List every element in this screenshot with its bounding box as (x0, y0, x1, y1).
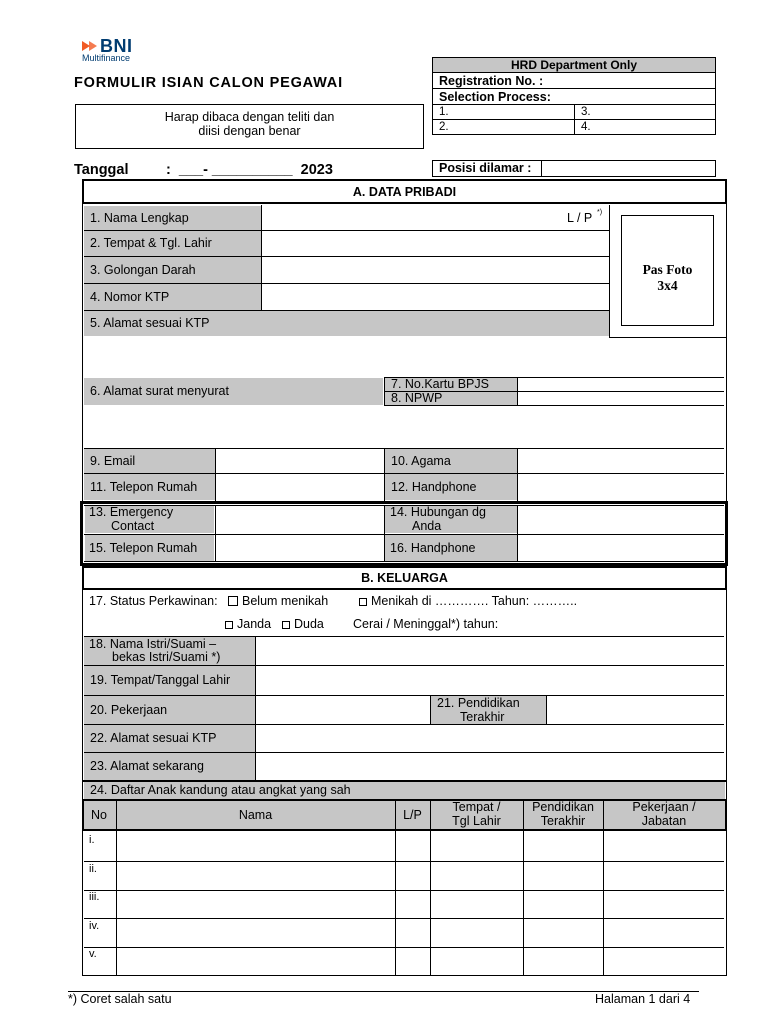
section-b-header: B. KELUARGA (82, 566, 727, 590)
notice-box (75, 104, 424, 149)
label-npwp: 8. NPWP (385, 392, 517, 405)
hrd-selection (432, 88, 716, 105)
pendidikan-line-1: 21. Pendidikan (437, 696, 520, 710)
input-handphone-2[interactable] (518, 535, 723, 561)
bni-logo-mark-icon (80, 39, 100, 53)
gender-lp-mark: *) (597, 209, 603, 216)
input-nama-lengkap[interactable] (262, 206, 609, 230)
tanggal-label: Tanggal (74, 162, 129, 178)
input-email[interactable] (216, 449, 383, 473)
hrd-step-grid (432, 104, 716, 135)
col-ttl (430, 801, 523, 828)
input-alamat-ktp[interactable] (84, 337, 725, 377)
label-daftar-anak: 24. Daftar Anak kandung atau angkat yang sah (84, 782, 725, 799)
hrd-step-4: 4. (581, 121, 591, 133)
posisi-input[interactable] (543, 161, 715, 176)
label-alamat-ktp: 5. Alamat sesuai KTP (84, 311, 609, 336)
label-alamat-sekarang: 23. Alamat sekarang (84, 753, 255, 780)
col-lp: L/P (403, 808, 422, 822)
emergency-line-2: Contact (111, 519, 155, 533)
label-handphone: 12. Handphone (385, 474, 517, 500)
posisi-box (432, 160, 716, 177)
tanggal-value[interactable]: : ___- __________ 2023 (166, 162, 333, 178)
input-hubungan[interactable] (518, 506, 723, 534)
label-emergency-contact (85, 506, 214, 533)
input-ttl-pasangan[interactable] (256, 666, 724, 695)
section-a-header: A. DATA PRIBADI (82, 179, 727, 204)
input-agama[interactable] (518, 449, 724, 473)
checkbox-icon (359, 598, 367, 606)
hrd-box (432, 57, 716, 135)
hubungan-line-1: 14. Hubungan dg (390, 505, 486, 519)
label-alamat-ktp-pasangan: 22. Alamat sesuai KTP (84, 725, 255, 752)
col-pend-line-2: Terakhir (540, 813, 586, 828)
option-janda[interactable] (225, 617, 271, 631)
checkbox-icon (228, 596, 238, 606)
emergency-line-1: 13. Emergency (89, 505, 174, 519)
logo-sub: Multifinance (82, 53, 131, 63)
table-row-3[interactable]: iii. (89, 891, 100, 903)
input-telepon-rumah-2[interactable] (216, 535, 383, 561)
option-belum-label: Belum menikah (242, 594, 329, 608)
input-npwp[interactable] (518, 392, 724, 405)
hrd-selection-label: Selection Process: (439, 90, 551, 104)
label-nama-lengkap: 1. Nama Lengkap (84, 206, 261, 230)
status-label: 17. Status Perkawinan: (89, 594, 218, 608)
label-pekerjaan: 20. Pekerjaan (84, 696, 255, 724)
option-menikah-label: Menikah di …………. Tahun: ……….. (371, 594, 578, 608)
hrd-header: HRD Department Only (432, 57, 716, 73)
notice-line-2: diisi dengan benar (198, 124, 301, 138)
col-ttl-line-2: Tgl Lahir (452, 813, 501, 828)
option-cerai[interactable]: Cerai / Meninggal*) tahun: (353, 617, 499, 631)
input-tempat-tgl-lahir[interactable] (262, 231, 609, 256)
col-kerja-line-1: Pekerjaan / (632, 800, 696, 814)
label-bpjs: 7. No.Kartu BPJS (385, 378, 517, 391)
form-title: FORMULIR ISIAN CALON PEGAWAI (74, 75, 343, 91)
table-row-4[interactable]: iv. (89, 920, 100, 932)
hubungan-line-2: Anda (412, 519, 442, 533)
label-email: 9. Email (84, 449, 215, 473)
input-pekerjaan[interactable] (256, 696, 430, 724)
label-pendidikan (431, 696, 546, 724)
photo-label-2: 3x4 (657, 278, 678, 293)
input-alamat-surat[interactable] (84, 406, 725, 448)
label-hubungan (385, 506, 517, 533)
option-duda[interactable] (282, 617, 324, 631)
label-telepon-rumah-2: 15. Telepon Rumah (85, 535, 214, 561)
hrd-registration (432, 72, 716, 89)
col-ttl-line-1: Tempat / (452, 800, 501, 814)
label-telepon-rumah: 11. Telepon Rumah (84, 474, 215, 500)
hrd-step-3: 3. (581, 106, 591, 118)
label-nomor-ktp: 4. Nomor KTP (84, 284, 261, 310)
input-alamat-sekarang[interactable] (256, 753, 724, 780)
input-telepon-rumah[interactable] (216, 474, 383, 500)
input-nomor-ktp[interactable] (262, 284, 609, 310)
footer-note: *) Coret salah satu (68, 992, 172, 1006)
input-bpjs[interactable] (518, 378, 724, 391)
col-no: No (91, 808, 107, 822)
photo-box (621, 215, 714, 326)
istri-line-1: 18. Nama Istri/Suami – (89, 637, 217, 651)
input-alamat-ktp-pasangan[interactable] (256, 725, 724, 752)
hrd-step-1: 1. (439, 106, 449, 118)
photo-label-1: Pas Foto (642, 262, 693, 277)
label-agama: 10. Agama (385, 449, 517, 473)
checkbox-icon (282, 621, 290, 629)
gender-lp[interactable]: L / P (567, 211, 593, 225)
input-nama-istri-suami[interactable] (256, 637, 724, 665)
logo-brand: BNI (100, 36, 133, 56)
input-emergency-contact[interactable] (216, 506, 383, 534)
posisi-label: Posisi dilamar : (439, 161, 532, 175)
table-row-1[interactable]: i. (89, 834, 95, 846)
col-nama: Nama (238, 808, 273, 822)
hrd-step-2: 2. (439, 121, 449, 133)
label-ttl-pasangan: 19. Tempat/Tanggal Lahir (84, 666, 255, 695)
option-menikah[interactable] (359, 594, 577, 608)
bni-logo (80, 36, 170, 66)
col-pend-line-1: Pendidikan (532, 800, 594, 814)
label-tempat-tgl-lahir: 2. Tempat & Tgl. Lahir (84, 231, 261, 256)
input-pendidikan[interactable] (547, 696, 724, 724)
input-handphone[interactable] (518, 474, 724, 500)
checkbox-icon (225, 621, 233, 629)
table-row-2[interactable]: ii. (89, 863, 97, 875)
label-nama-istri-suami (84, 637, 255, 665)
col-pekerjaan (603, 801, 725, 828)
col-kerja-line-2: Jabatan (641, 813, 687, 828)
label-handphone-2: 16. Handphone (385, 535, 517, 561)
istri-line-2: bekas Istri/Suami *) (112, 650, 221, 664)
notice-line-1: Harap dibaca dengan teliti dan (164, 110, 335, 124)
option-duda-label: Duda (294, 617, 324, 631)
pendidikan-line-2: Terakhir (460, 710, 505, 724)
label-alamat-surat: 6. Alamat surat menyurat (84, 378, 383, 405)
page-number: Halaman 1 dari 4 (595, 992, 691, 1006)
input-golongan-darah[interactable] (262, 257, 609, 283)
col-pendidikan (523, 801, 603, 828)
option-janda-label: Janda (237, 617, 272, 631)
option-belum-menikah[interactable] (228, 594, 328, 608)
hrd-registration-label: Registration No. : (439, 74, 544, 88)
table-row-5[interactable]: v. (89, 948, 97, 960)
label-golongan-darah: 3. Golongan Darah (84, 257, 261, 283)
